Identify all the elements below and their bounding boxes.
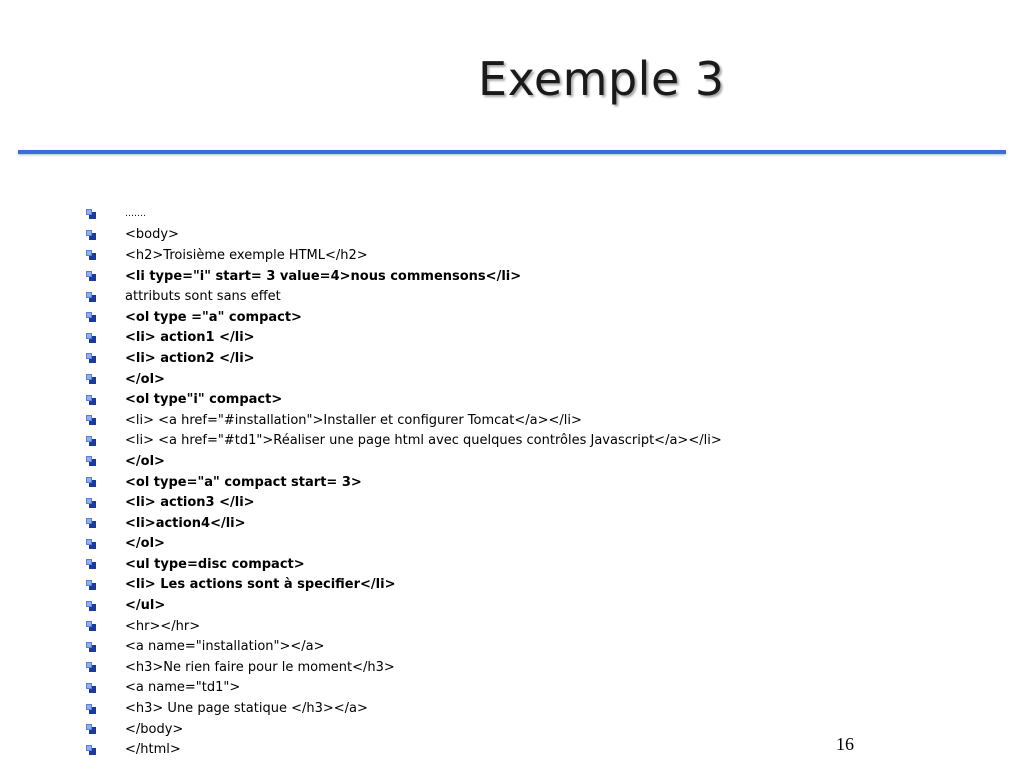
bullet-text: <h3>Ne rien faire pour le moment</h3> [125,659,395,675]
bullet-item [86,636,722,657]
bullet-text: </ol> [125,536,165,552]
title-divider [18,150,1006,154]
bullet-text: ……. [125,208,146,219]
square-bullet-icon [86,683,96,693]
bullet-item [86,410,722,431]
bullet-item [86,389,722,410]
square-bullet-icon [86,601,96,611]
bullet-text: <li> action1 </li> [125,330,255,346]
bullet-text: </body> [125,721,184,737]
square-bullet-icon [86,415,96,425]
square-bullet-icon [86,580,96,590]
bullet-text: <ol type="a" compact start= 3> [125,474,362,490]
bullet-text: <ol type"i" compact> [125,392,283,408]
bullet-item [86,678,722,699]
square-bullet-icon [86,621,96,631]
square-bullet-icon [86,395,96,405]
bullet-text: <ol type ="a" compact> [125,309,302,325]
square-bullet-icon [86,209,96,219]
bullet-text: <li>action4</li> [125,515,246,531]
square-bullet-icon [86,333,96,343]
square-bullet-icon [86,662,96,672]
bullet-item [86,307,722,328]
bullet-item [86,492,722,513]
bullet-item [86,431,722,452]
bullet-text: <hr></hr> [125,618,201,634]
bullet-item [86,534,722,555]
square-bullet-icon [86,477,96,487]
bullet-text: <li> action2 </li> [125,350,255,366]
bullet-text: <h2>Troisième exemple HTML</h2> [125,247,368,263]
square-bullet-icon [86,745,96,755]
bullet-item [86,616,722,637]
bullet-item [86,225,722,246]
bullet-text: <li> Les actions sont à specifier</li> [125,577,396,593]
bullet-item [86,245,722,266]
bullet-text: <li type="i" start= 3 value=4>nous commensons</li> [125,268,522,284]
bullet-text: <li> <a href="#td1">Réaliser une page html avec quelques contrôles Javascript</a></li> [125,433,722,449]
bullet-text: <ul type=disc compact> [125,556,305,572]
bullet-text: </ol> [125,453,165,469]
square-bullet-icon [86,704,96,714]
bullet-text: </html> [125,742,181,758]
square-bullet-icon [86,436,96,446]
bullet-list [86,204,722,760]
bullet-item [86,286,722,307]
bullet-item [86,657,722,678]
bullet-text: <a name="installation"></a> [125,639,325,655]
bullet-item [86,595,722,616]
bullet-item [86,451,722,472]
square-bullet-icon [86,292,96,302]
bullet-item [86,739,722,760]
bullet-text: </ul> [125,598,166,614]
square-bullet-icon [86,374,96,384]
bullet-text: <li> <a href="#installation">Installer et configurer Tomcat</a></li> [125,412,582,428]
bullet-text: attributs sont sans effet [125,289,281,305]
bullet-item [86,266,722,287]
bullet-text: <a name="td1"> [125,680,241,696]
bullet-item [86,513,722,534]
bullet-item [86,369,722,390]
square-bullet-icon [86,724,96,734]
square-bullet-icon [86,250,96,260]
bullet-item [86,554,722,575]
square-bullet-icon [86,642,96,652]
slide-title: Exemple 3 [478,52,725,106]
bullet-item [86,719,722,740]
bullet-item [86,575,722,596]
square-bullet-icon [86,456,96,466]
bullet-item [86,698,722,719]
bullet-item [86,328,722,349]
bullet-text: <h3> Une page statique </h3></a> [125,701,368,717]
square-bullet-icon [86,230,96,240]
square-bullet-icon [86,271,96,281]
square-bullet-icon [86,518,96,528]
bullet-text: <body> [125,227,179,243]
page-number: 16 [836,734,854,754]
square-bullet-icon [86,312,96,322]
bullet-item [86,348,722,369]
square-bullet-icon [86,353,96,363]
square-bullet-icon [86,539,96,549]
bullet-item [86,204,722,225]
square-bullet-icon [86,559,96,569]
bullet-item [86,472,722,493]
bullet-text: </ol> [125,371,165,387]
bullet-text: <li> action3 </li> [125,495,255,511]
square-bullet-icon [86,498,96,508]
